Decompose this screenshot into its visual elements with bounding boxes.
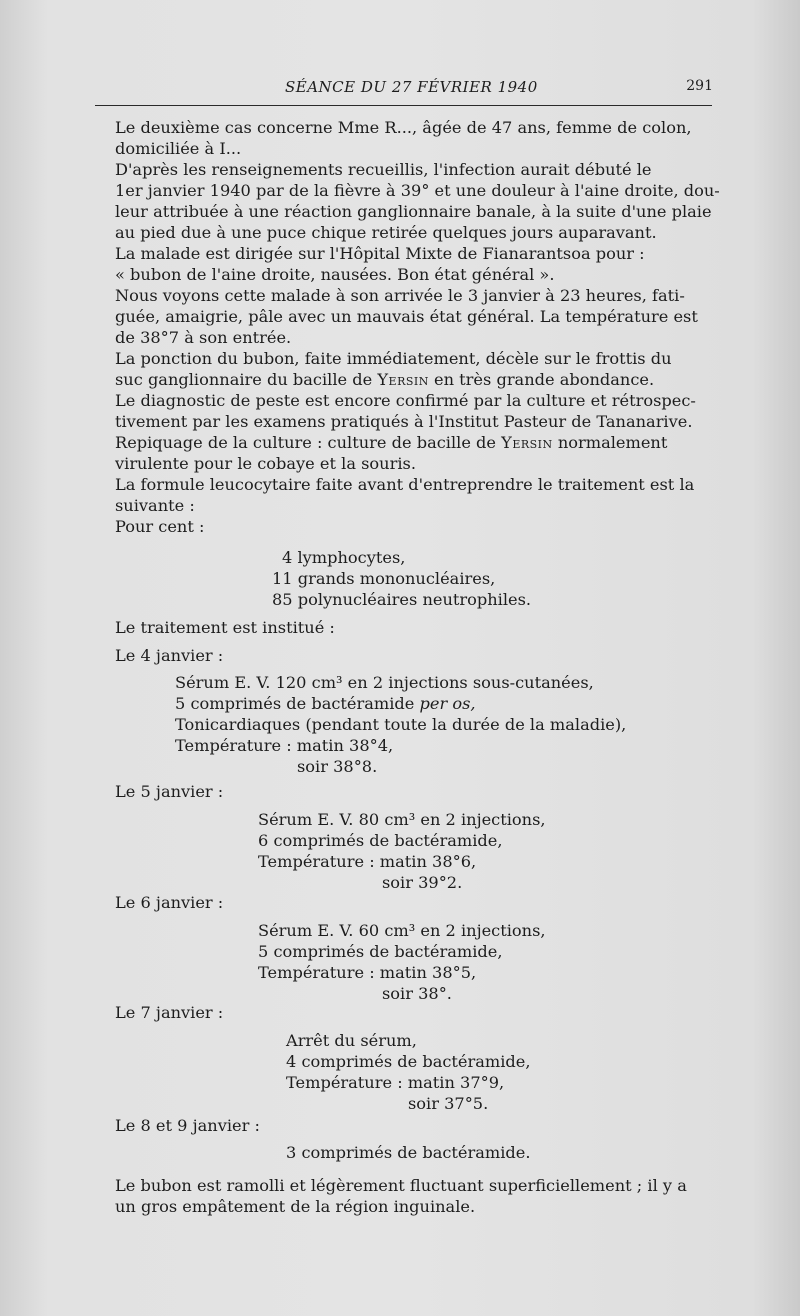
text-segment: suc ganglionnaire du bacille de <box>115 370 373 389</box>
text-line-5: leur attribuée à une réaction ganglionnaire banale, à la suite d'une plaie <box>115 202 712 221</box>
temperature-evening: soir 39°2. <box>382 873 463 892</box>
temperature-line: Température : matin 38°4, <box>175 736 394 755</box>
running-head: SÉANCE DU 27 FÉVRIER 1940 <box>285 78 538 96</box>
text-line-15: tivement par les examens pratiqués à l'Institut Pasteur de Tananarive. <box>115 412 693 431</box>
treatment-line <box>175 694 476 715</box>
temperature-evening: soir 38°. <box>382 984 452 1003</box>
treatment-line: Sérum E. V. 80 cm³ en 2 injections, <box>258 810 546 829</box>
text-segment: normalement <box>557 433 668 452</box>
text-line-12: La ponction du bubon, faite immédiatement, décèle sur le frottis du <box>115 349 672 368</box>
temperature-line: Température : matin 37°9, <box>286 1073 505 1092</box>
yersin-name: Yersin <box>501 433 553 452</box>
treatment-line: 4 comprimés de bactéramide, <box>286 1052 531 1071</box>
text-line-8: « bubon de l'aine droite, nausées. Bon état général ». <box>115 265 555 284</box>
page-header <box>115 78 713 100</box>
date-heading-7: Le 7 janvier : <box>115 1003 224 1022</box>
text-line-7: La malade est dirigée sur l'Hôpital Mixte de Fianarantsoa pour : <box>115 244 645 263</box>
text-line-final-2: un gros empâtement de la région inguinale. <box>115 1197 476 1216</box>
text-segment-italic: per os, <box>419 694 476 713</box>
text-line-6: au pied due à une puce chique retirée quelques jours auparavant. <box>115 223 657 242</box>
temperature-evening: soir 37°5. <box>408 1094 489 1113</box>
text-line-3: D'après les renseignements recueillis, l'infection aurait débuté le <box>115 160 652 179</box>
temperature-evening: soir 38°8. <box>297 757 378 776</box>
temperature-line: Température : matin 38°5, <box>258 963 477 982</box>
date-heading-6: Le 6 janvier : <box>115 893 224 912</box>
text-segment: Repiquage de la culture : culture de bacille de <box>115 433 496 452</box>
text-segment: 5 comprimés de bactéramide <box>175 694 415 713</box>
treatment-line: 6 comprimés de bactéramide, <box>258 831 503 850</box>
text-line-2: domiciliée à I... <box>115 139 242 158</box>
text-line-16 <box>115 433 667 454</box>
formula-line-3: 85 polynucléaires neutrophiles. <box>272 590 532 609</box>
treatment-line: 3 comprimés de bactéramide. <box>286 1143 531 1162</box>
header-rule <box>95 105 712 106</box>
yersin-name: Yersin <box>377 370 429 389</box>
text-line-10: guée, amaigrie, pâle avec un mauvais état général. La température est <box>115 307 698 326</box>
text-line-13 <box>115 370 654 391</box>
formula-line-1: 4 lymphocytes, <box>282 548 406 567</box>
treatment-line: Sérum E. V. 60 cm³ en 2 injections, <box>258 921 546 940</box>
text-line-18: La formule leucocytaire faite avant d'entreprendre le traitement est la <box>115 475 695 494</box>
text-segment: en très grande abondance. <box>434 370 655 389</box>
text-line-final-1: Le bubon est ramolli et légèrement fluctuant superficiellement ; il y a <box>115 1176 687 1195</box>
text-line-14: Le diagnostic de peste est encore confirmé par la culture et rétrospec- <box>115 391 696 410</box>
temperature-line: Température : matin 38°6, <box>258 852 477 871</box>
text-line-11: de 38°7 à son entrée. <box>115 328 292 347</box>
page-number: 291 <box>686 78 713 94</box>
date-heading-8-9: Le 8 et 9 janvier : <box>115 1116 260 1135</box>
text-line-19: suivante : <box>115 496 195 515</box>
treatment-line: Arrêt du sérum, <box>286 1031 417 1050</box>
text-line-4: 1er janvier 1940 par de la fièvre à 39° et une douleur à l'aine droite, dou- <box>115 181 720 200</box>
text-line-20: Pour cent : <box>115 517 205 536</box>
date-heading-4: Le 4 janvier : <box>115 646 224 665</box>
treatment-intro: Le traitement est institué : <box>115 618 335 637</box>
formula-line-2: 11 grands mononucléaires, <box>272 569 496 588</box>
text-line-1: Le deuxième cas concerne Mme R..., âgée de 47 ans, femme de colon, <box>115 118 692 137</box>
treatment-line: Tonicardiaques (pendant toute la durée de la maladie), <box>175 715 627 734</box>
treatment-line: 5 comprimés de bactéramide, <box>258 942 503 961</box>
date-heading-5: Le 5 janvier : <box>115 782 224 801</box>
text-line-9: Nous voyons cette malade à son arrivée le 3 janvier à 23 heures, fati- <box>115 286 685 305</box>
treatment-line: Sérum E. V. 120 cm³ en 2 injections sous-cutanées, <box>175 673 594 692</box>
text-line-17: virulente pour le cobaye et la souris. <box>115 454 416 473</box>
